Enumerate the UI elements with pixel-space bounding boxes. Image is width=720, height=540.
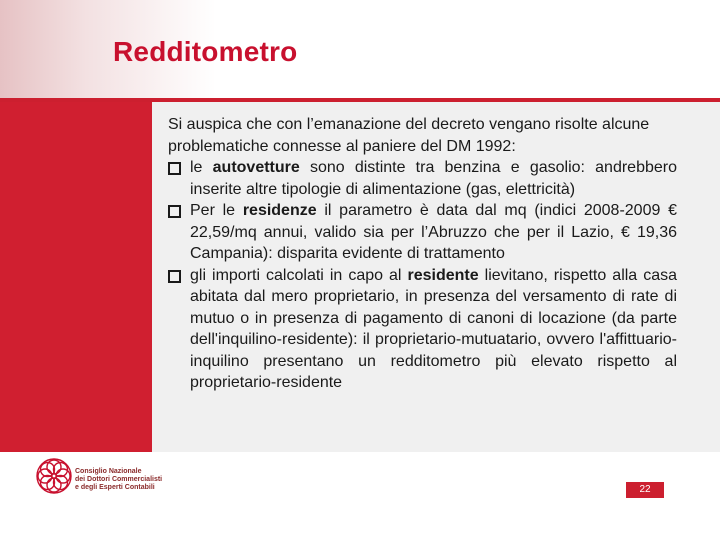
bullet-text-bold: autovetture [212, 159, 300, 176]
bullet-item [168, 200, 677, 265]
page-number: 22 [626, 482, 664, 498]
checkbox-bullet-icon [168, 205, 181, 218]
logo-text [75, 468, 162, 492]
intro-text: Si auspica che con l’emanazione del decreto vengano risolte alcune problematiche connesse al paniere del DM 1992: [168, 116, 650, 155]
checkbox-bullet-icon [168, 162, 181, 175]
bullet-text-bold: residenze [242, 202, 317, 219]
bullet-text-bold: residente [407, 266, 479, 284]
slide-body [168, 114, 677, 394]
logo-line: Consiglio Nazionale [75, 468, 142, 475]
left-accent-bar [0, 102, 152, 452]
bullet-text-post: il parametro è data dal mq (indici 2008-2009 € 22,59/mq annui, valido sia per l’Abruzzo che per il Lazio, € 19,36 Campania): disparita evidente di trattamento [190, 202, 678, 262]
bullet-text-post: lievitano, rispetto alla casa abitata dal mero proprietario, in presenza del versamento di rate di mutuo o in presenza di pagamento di canoni di locazione (da parte dell'inquilino-residente): il proprietario-mutuatario, ovvero l'affittuario-inquilino presentano un redditometro più elevato rispetto al proprietario-residente [190, 266, 678, 391]
bullet-text-pre: Per le [190, 202, 243, 219]
logo-line: dei Dottori Commercialisti [75, 476, 163, 483]
checkbox-bullet-icon [168, 270, 181, 283]
bullet-text-pre: gli importi calcolati in capo al [190, 266, 408, 284]
bullet-item [168, 157, 677, 200]
bullet-item [168, 265, 677, 394]
bullet-text-pre: le [190, 159, 213, 176]
header-background [0, 0, 720, 100]
slide-title: Redditometro [113, 36, 298, 67]
logo-line: e degli Esperti Contabili [75, 484, 155, 491]
bullet-text-post: sono distinte tra benzina e gasolio: andrebbero inserite altre tipologie di alimentazione (gas, elettricità) [190, 159, 677, 198]
